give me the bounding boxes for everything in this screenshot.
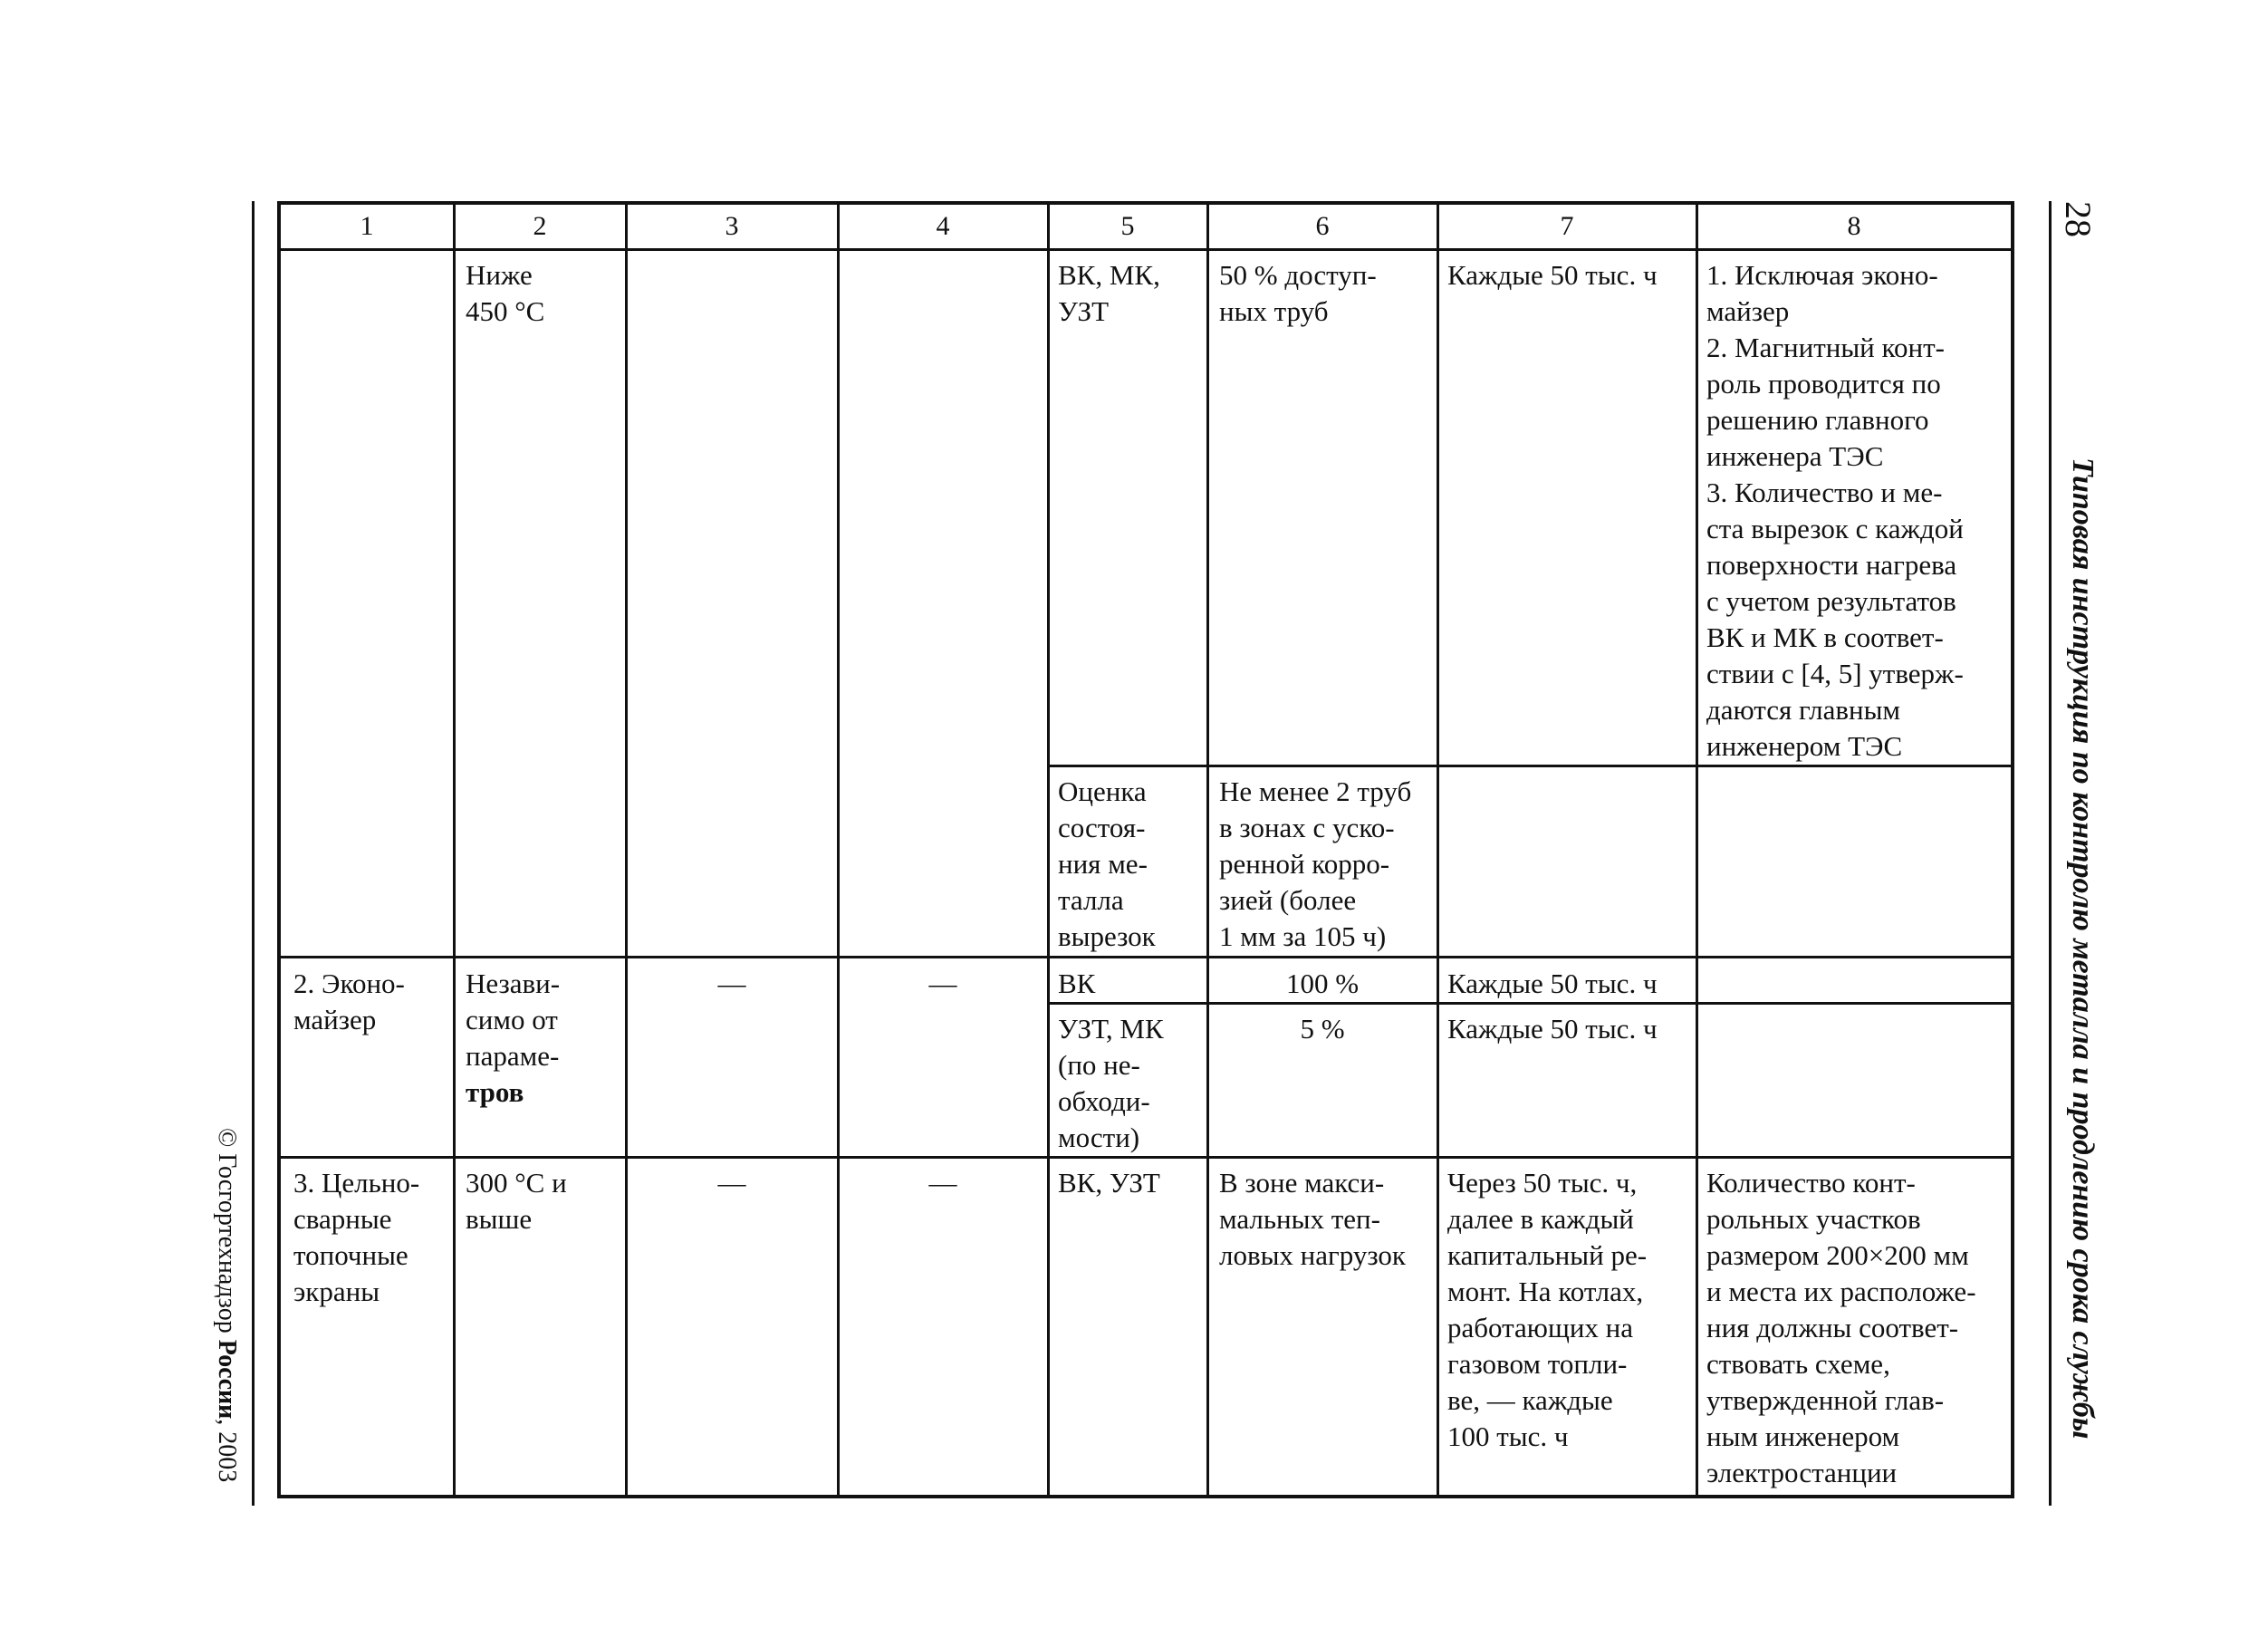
page-number: 28 (2058, 201, 2099, 237)
left-margin-line (252, 201, 255, 1506)
r5-temperature: 300 °С и выше (466, 1167, 567, 1235)
r5-period: Через 50 тыс. ч, далее в каждый капитальный ре- монт. На котлах, работающих на газовом топли- ве, — каждые 100 тыс. ч (1447, 1167, 1648, 1452)
r1-method: ВК, МК, УЗТ (1058, 259, 1160, 327)
inspection-table (277, 201, 2014, 1498)
col-divider (837, 205, 840, 1495)
col-divider (1047, 205, 1050, 1495)
r3-scope: 100 % (1285, 968, 1360, 999)
col-header-1: 1 (360, 211, 374, 241)
r1-period: Каждые 50 тыс. ч (1447, 259, 1658, 291)
col-header-6: 6 (1315, 211, 1330, 241)
col-header-4: 4 (936, 211, 950, 241)
copyright-symbol: © (213, 1128, 241, 1148)
row-divider (281, 1156, 2011, 1159)
col-header-3: 3 (725, 211, 739, 241)
r5-notes: Количество конт- рольных участков размером 200×200 мм и места их расположе- ния должны соответ- ствовать схеме, утвержденной глав- ным инженером электростанции (1706, 1167, 1976, 1488)
col-divider (453, 205, 456, 1495)
col-header-2: 2 (533, 211, 547, 241)
r3-element: 2. Эконо- майзер (293, 968, 405, 1035)
col-header-8: 8 (1847, 211, 1861, 241)
r3-col3-dash: — (717, 968, 746, 999)
r3-temperature-text: Незави- симо от параме- (466, 968, 561, 1072)
r5-scope: В зоне макси- мальных теп- ловых нагрузок (1219, 1167, 1406, 1271)
r5-method: ВК, УЗТ (1058, 1167, 1160, 1199)
col-divider (1437, 205, 1439, 1495)
r1-temperature: Ниже 450 °С (466, 259, 545, 327)
header-divider (281, 248, 2011, 251)
r1-scope: 50 % доступ- ных труб (1219, 259, 1377, 327)
right-margin-line (2049, 201, 2052, 1506)
r4-scope: 5 % (1300, 1013, 1345, 1045)
r3-temperature (466, 966, 560, 1111)
r3-temperature-bold: тров (466, 1076, 524, 1108)
side-footer (212, 1128, 241, 1482)
r5-col4-dash: — (928, 1167, 957, 1199)
publisher: Госгортехнадзор (213, 1153, 241, 1334)
r4-period: Каждые 50 тыс. ч (1447, 1013, 1658, 1045)
r1-notes: 1. Исключая эконо- майзер 2. Магнитный конт- роль проводится по решению главного инженера ТЭС 3. Количество и ме- ста вырезок с каждой поверхности нагрева с учетом результатов ВК и МК в соответ- ствии с [4, 5] утверж- даются главным инженером ТЭС (1706, 259, 1964, 762)
publisher-bold: России (213, 1339, 241, 1420)
row-divider (1047, 1002, 2011, 1005)
r3-method: ВК (1058, 968, 1096, 999)
running-header-title: Типовая инструкция по контролю металла и продлению срока службы (2066, 457, 2100, 1440)
r5-col3-dash: — (717, 1167, 746, 1199)
col-header-5: 5 (1120, 211, 1135, 241)
r3-period: Каждые 50 тыс. ч (1447, 968, 1658, 999)
r2-scope: Не менее 2 труб в зонах с уско- ренной корро- зией (более 1 мм за 105 ч) (1219, 775, 1412, 952)
col-divider (1206, 205, 1209, 1495)
r5-element: 3. Цельно- сварные топочные экраны (293, 1167, 420, 1307)
year: , 2003 (213, 1419, 241, 1483)
r2-method: Оценка состоя- ния ме- талла вырезок (1058, 775, 1156, 952)
row-divider (281, 956, 2011, 958)
r3-col4-dash: — (928, 968, 957, 999)
col-header-7: 7 (1560, 211, 1574, 241)
col-divider (1696, 205, 1698, 1495)
col-divider (625, 205, 628, 1495)
r4-method: УЗТ, МК (по не- обходи- мости) (1058, 1013, 1164, 1153)
row-divider (1047, 765, 2011, 767)
